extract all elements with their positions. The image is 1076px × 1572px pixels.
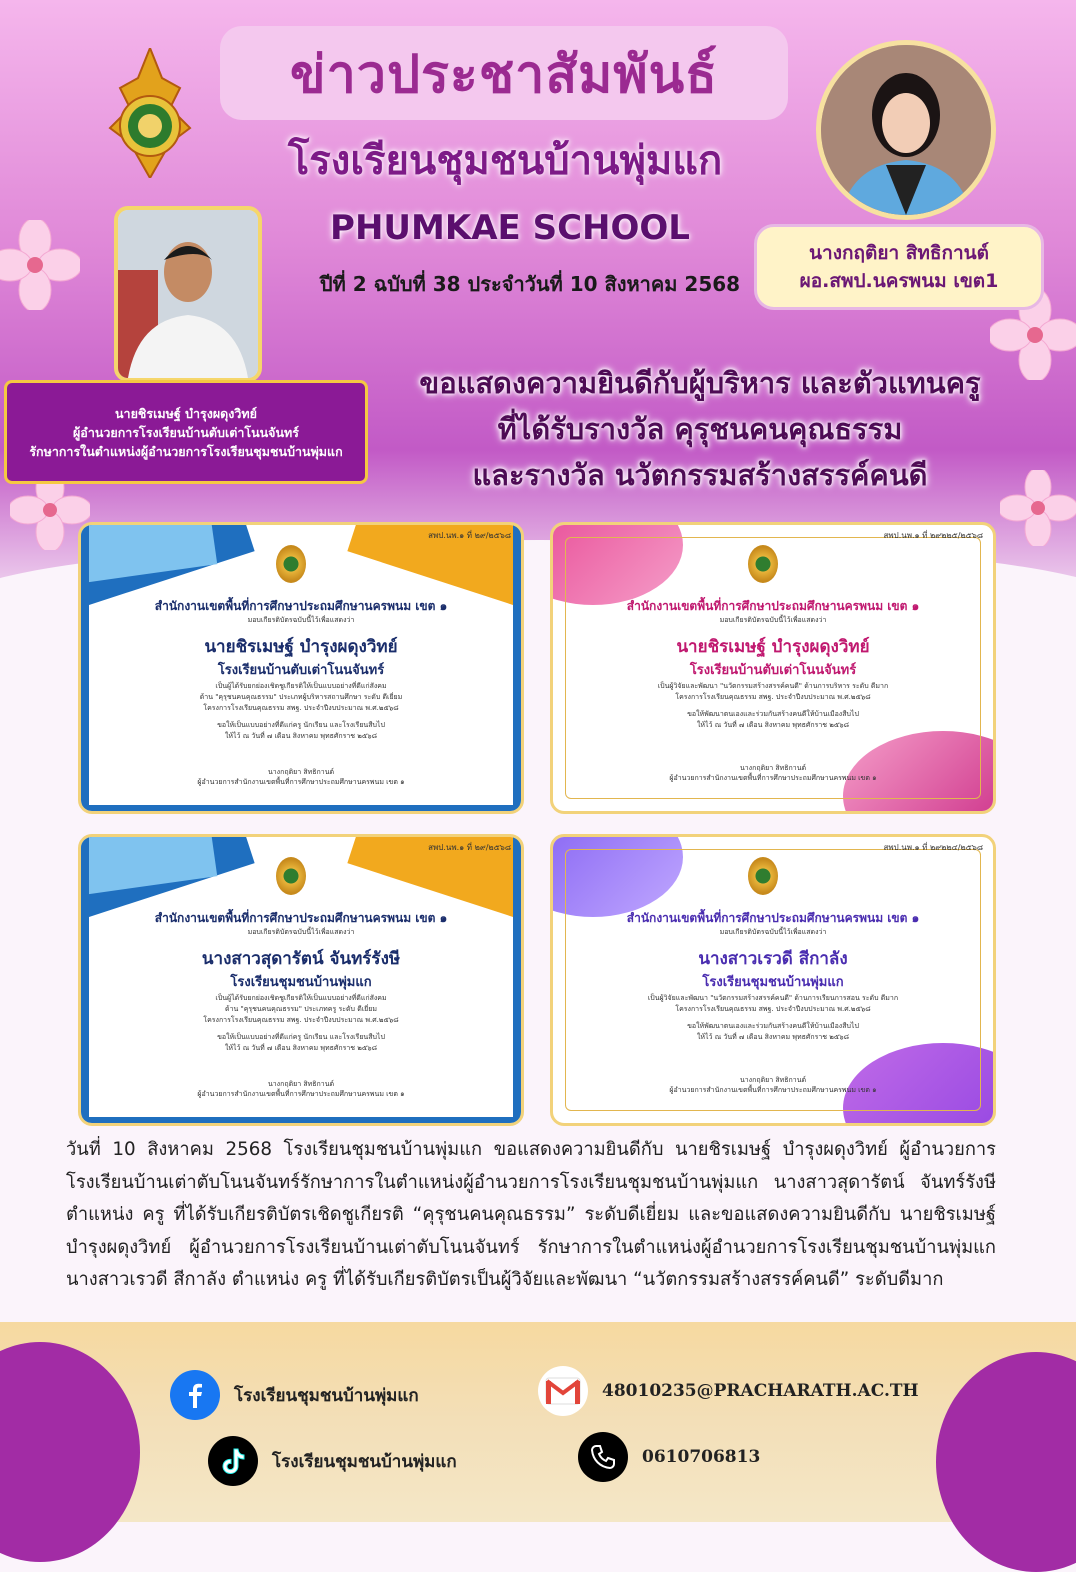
certificate-recipient: นางสาวเรวดี สีกาลัง	[698, 949, 848, 969]
director-photo	[816, 40, 996, 220]
principal-name-box	[4, 380, 368, 484]
certificate-body-line: โครงการโรงเรียนคุณธรรม สพฐ. ประจำปีงบประมาณ พ.ศ.๒๕๖๘	[203, 1016, 399, 1024]
principal-name: นายชิรเมษฐ์ บำรุงผดุงวิทย์	[115, 405, 257, 421]
director-name: นางกฤติยา สิทธิกานต์	[809, 242, 989, 264]
gmail-icon	[538, 1366, 588, 1416]
certificate-recipient: นายชิรเมษฐ์ บำรุงผดุงวิทย์	[204, 637, 398, 657]
principal-portrait-icon	[118, 210, 258, 378]
certificate-intro: มอบเกียรติบัตรฉบับนี้ไว้เพื่อแสดงว่า	[719, 616, 827, 624]
certificate-body-line: เป็นผู้วิจัยและพัฒนา "นวัตกรรมสร้างสรรค์คนดี" ด้านการบริหาร ระดับ ดีมาก	[657, 682, 889, 690]
certificate-school: โรงเรียนชุมชนบ้านพุ่มแก	[702, 975, 844, 990]
director-name-box	[754, 224, 1044, 310]
school-emblem-icon	[100, 48, 200, 178]
certificate-signer: นางกฤติยา สิทธิกานต์	[739, 764, 807, 772]
school-name-thai: โรงเรียนชุมชนบ้านพุ่มแก	[287, 138, 723, 184]
certificate-recipient: นางสาวสุดารัตน์ จันทร์รังษี	[201, 949, 401, 969]
certificate-body-line: โครงการโรงเรียนคุณธรรม สพฐ. ประจำปีงบประมาณ พ.ศ.๒๕๖๘	[203, 704, 399, 712]
certificate-body-line: โครงการโรงเรียนคุณธรรม สพฐ. ประจำปีงบประมาณ พ.ศ.๒๕๖๘	[675, 693, 871, 701]
certificate-body	[101, 681, 501, 742]
phone-number: 0610706813	[642, 1447, 761, 1467]
certificate-agency: สำนักงานเขตพื้นที่การศึกษาประถมศึกษานครพนม เขต ๑	[154, 911, 448, 925]
certificate-seal-icon	[276, 857, 306, 895]
certificate-date: ให้ไว้ ณ วันที่ ๗ เดือน สิงหาคม พุทธศักราช ๒๕๖๘	[225, 1044, 377, 1052]
flower-decoration-icon	[0, 220, 80, 310]
certificate-body-line: โครงการโรงเรียนคุณธรรม สพฐ. ประจำปีงบประมาณ พ.ศ.๒๕๖๘	[675, 1005, 871, 1013]
principal-acting-title: รักษาการในตำแหน่งผู้อำนวยการโรงเรียนชุมชนบ้านพุ่มแก	[29, 443, 343, 459]
facebook-contact[interactable]	[170, 1370, 419, 1420]
tiktok-icon	[208, 1436, 258, 1486]
certificate-seal-icon	[748, 857, 778, 895]
certificate-signer: นางกฤติยา สิทธิกานต์	[267, 768, 335, 776]
certificate-card	[550, 834, 996, 1126]
certificate-agency: สำนักงานเขตพื้นที่การศึกษาประถมศึกษานครพนม เขต ๑	[626, 599, 920, 613]
certificate-number: สพป.นพ.๑ ที่ ๒๙/๒๕๖๘	[428, 843, 511, 852]
certificate-date: ให้ไว้ ณ วันที่ ๗ เดือน สิงหาคม พุทธศักราช ๒๕๖๘	[225, 732, 377, 740]
principal-title: ผู้อำนวยการโรงเรียนบ้านตับเต่าโนนจันทร์	[72, 424, 299, 440]
certificate-number: สพป.นพ.๑ ที่ ๒๙/๒๕๖๘	[428, 531, 511, 540]
footer	[0, 1322, 1076, 1522]
certificate-school: โรงเรียนบ้านตับเต่าโนนจันทร์	[217, 663, 385, 678]
certificate-seal-icon	[748, 545, 778, 583]
certificate-body	[101, 993, 501, 1054]
certificate-signature	[553, 1075, 993, 1095]
director-portrait-icon	[821, 45, 991, 215]
certificate-intro: มอบเกียรติบัตรฉบับนี้ไว้เพื่อแสดงว่า	[719, 928, 827, 936]
certificate-date: ให้ไว้ ณ วันที่ ๗ เดือน สิงหาคม พุทธศักราช ๒๕๖๘	[697, 721, 849, 729]
issue-line: ปีที่ 2 ฉบับที่ 38 ประจำวันที่ 10 สิงหาคม 2568	[319, 272, 741, 296]
certificate-body-line: ขอให้เป็นแบบอย่างที่ดีแก่ครู นักเรียน และโรงเรียนสืบไป	[217, 721, 385, 729]
certificate-signer-title: ผู้อำนวยการสำนักงานเขตพื้นที่การศึกษาประถมศึกษานครพนม เขต ๑	[669, 1086, 877, 1094]
facebook-page-name: โรงเรียนชุมชนบ้านพุ่มแก	[234, 1385, 419, 1406]
certificate-signature	[553, 763, 993, 783]
certificate-body-line: ด้าน "คุรุชนคนคุณธรรม" ประเภทครู ระดับ ดีเยี่ยม	[225, 1005, 377, 1013]
email-address: 48010235@PRACHARATH.AC.TH	[602, 1381, 919, 1401]
director-position: ผอ.สพป.นครพนม เขต1	[799, 270, 999, 292]
certificate-seal-icon	[276, 545, 306, 583]
certificate-school: โรงเรียนชุมชนบ้านพุ่มแก	[230, 975, 372, 990]
certificate-signature	[81, 1079, 521, 1099]
phone-icon	[578, 1432, 628, 1482]
certificate-card	[78, 834, 524, 1126]
certificate-number: สพป.นพ.๑ ที่ ๒๙๒๒๕/๒๕๖๘	[883, 531, 983, 540]
certificate-body-line: ด้าน "คุรุชนคนคุณธรรม" ประเภทผู้บริหารสถานศึกษา ระดับ ดีเยี่ยม	[199, 693, 403, 701]
headline	[370, 360, 1030, 498]
certificate-intro: มอบเกียรติบัตรฉบับนี้ไว้เพื่อแสดงว่า	[247, 928, 355, 936]
certificate-agency: สำนักงานเขตพื้นที่การศึกษาประถมศึกษานครพนม เขต ๑	[154, 599, 448, 613]
certificate-body	[573, 681, 973, 731]
headline-line-1: ขอแสดงความยินดีกับผู้บริหาร และตัวแทนครู	[419, 366, 981, 400]
school-name-english: PHUMKAE SCHOOL	[330, 208, 690, 248]
certificate-signer-title: ผู้อำนวยการสำนักงานเขตพื้นที่การศึกษาประถมศึกษานครพนม เขต ๑	[197, 1090, 405, 1098]
banner-title: ข่าวประชาสัมพันธ์	[290, 44, 718, 105]
phone-contact[interactable]	[578, 1432, 760, 1482]
article-text: วันที่ 10 สิงหาคม 2568 โรงเรียนชุมชนบ้านพุ่มแก ขอแสดงความยินดีกับ นายชิรเมษฐ์ บำรุงผดุงวิทย์ ผู้อำนวยการโรงเรียนบ้านเต่าตับโนนจันทร์รักษาการในตำแหน่งผู้อำนวยการโรงเรียนชุมชนบ้านพุ่มแก นางสาวสุดารัตน์ จันทร์รังษี ตำแหน่ง ครู ที่ได้รับเกียรติบัตรเชิดชูเกียรติ “คุรุชนคนคุณธรรม” ระดับดีเยี่ยม และขอแสดงความยินดีกับ นายชิรเมษฐ์ บำรุงผดุงวิทย์ ผู้อำนวยการโรงเรียนบ้านเต่าตับโนนจันทร์ รักษาการในตำแหน่งผู้อำนวยการโรงเรียนชุมชนบ้านพุ่มแก นางสาวเรวดี สีกาลัง ตำแหน่ง ครู ที่ได้รับเกียรติบัตรเป็นผู้วิจัยและพัฒนา “นวัตกรรมสร้างสรรค์คนดี” ระดับดีมาก	[66, 1139, 996, 1291]
certificate-intro: มอบเกียรติบัตรฉบับนี้ไว้เพื่อแสดงว่า	[247, 616, 355, 624]
certificate-body	[573, 993, 973, 1043]
certificate-body-line: เป็นผู้ได้รับยกย่องเชิดชูเกียรติให้เป็นแบบอย่างที่ดีแก่สังคม	[215, 994, 387, 1002]
certificate-signature	[81, 767, 521, 787]
certificate-signer-title: ผู้อำนวยการสำนักงานเขตพื้นที่การศึกษาประถมศึกษานครพนม เขต ๑	[669, 774, 877, 782]
certificate-body-line: เป็นผู้ได้รับยกย่องเชิดชูเกียรติให้เป็นแบบอย่างที่ดีแก่สังคม	[215, 682, 387, 690]
certificate-card	[78, 522, 524, 814]
certificate-body-line: ขอให้พัฒนาตนเองและร่วมกันสร้างคนดีให้บ้านเมืองสืบไป	[687, 710, 859, 718]
certificate-signer: นางกฤติยา สิทธิกานต์	[739, 1076, 807, 1084]
certificate-card	[550, 522, 996, 814]
headline-line-3: และรางวัล นวัตกรรมสร้างสรรค์คนดี	[472, 458, 928, 492]
certificate-body-line: เป็นผู้วิจัยและพัฒนา "นวัตกรรมสร้างสรรค์คนดี" ด้านการเรียนการสอน ระดับ ดีมาก	[647, 994, 899, 1002]
certificate-date: ให้ไว้ ณ วันที่ ๗ เดือน สิงหาคม พุทธศักราช ๒๕๖๘	[697, 1033, 849, 1041]
certificate-body-line: ขอให้เป็นแบบอย่างที่ดีแก่ครู นักเรียน และโรงเรียนสืบไป	[217, 1033, 385, 1041]
email-contact[interactable]	[538, 1366, 919, 1416]
certificate-school: โรงเรียนบ้านตับเต่าโนนจันทร์	[689, 663, 857, 678]
certificate-number: สพป.นพ.๑ ที่ ๒๙๒๒๔/๒๕๖๘	[883, 843, 983, 852]
certificate-recipient: นายชิรเมษฐ์ บำรุงผดุงวิทย์	[676, 637, 870, 657]
certificate-signer-title: ผู้อำนวยการสำนักงานเขตพื้นที่การศึกษาประถมศึกษานครพนม เขต ๑	[197, 778, 405, 786]
facebook-icon	[170, 1370, 220, 1420]
tiktok-account-name: โรงเรียนชุมชนบ้านพุ่มแก	[272, 1451, 457, 1472]
certificate-body-line: ขอให้พัฒนาตนเองและร่วมกันสร้างคนดีให้บ้านเมืองสืบไป	[687, 1022, 859, 1030]
tiktok-contact[interactable]	[208, 1436, 457, 1486]
certificate-agency: สำนักงานเขตพื้นที่การศึกษาประถมศึกษานครพนม เขต ๑	[626, 911, 920, 925]
banner-title-box	[220, 26, 788, 120]
certificate-signer: นางกฤติยา สิทธิกานต์	[267, 1080, 335, 1088]
principal-photo	[114, 206, 262, 382]
headline-line-2: ที่ได้รับรางวัล คุรุชนคนคุณธรรม	[497, 412, 903, 446]
